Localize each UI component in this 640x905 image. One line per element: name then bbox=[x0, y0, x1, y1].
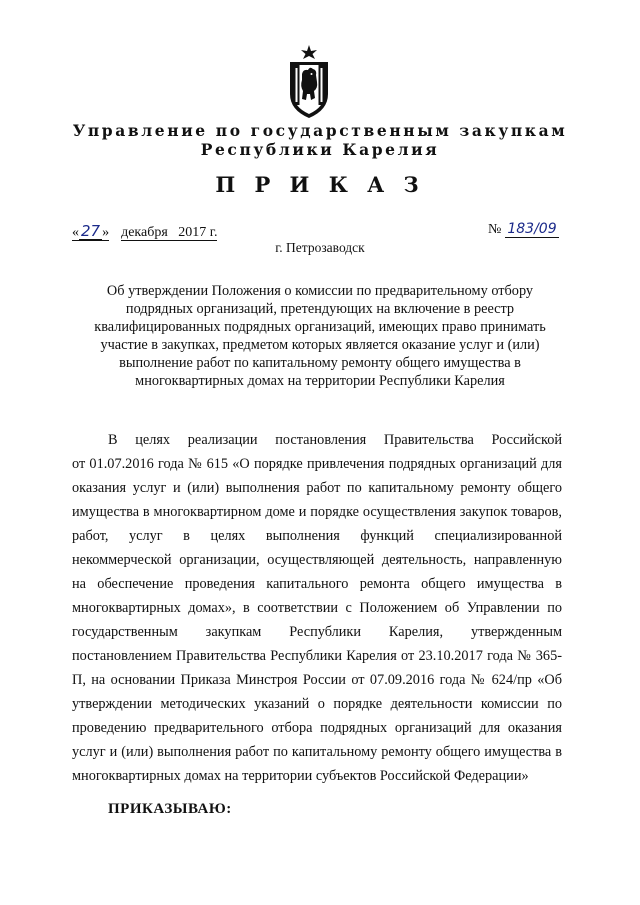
document-body bbox=[72, 428, 562, 788]
body-line: проведению предварительного отбора подрядных организаций для оказания bbox=[72, 720, 562, 736]
organization-name-line1: Управление по государственным закупкам bbox=[72, 121, 568, 140]
date-close-quote: » bbox=[102, 225, 110, 240]
body-line: имущества в многоквартирном доме и порядке осуществления закупок товаров, bbox=[72, 504, 562, 520]
subject-line: Об утверждении Положения о комиссии по предварительному отбору bbox=[106, 283, 534, 299]
number-handwritten: 183/09 bbox=[507, 221, 557, 237]
document-number bbox=[488, 221, 559, 238]
number-prefix: № bbox=[488, 222, 502, 237]
body-line: некоммерческой организации, осуществляющей деятельность, направленную bbox=[72, 552, 562, 568]
body-line: услуг и (или) выполнения работ по капитальному ремонту общего имущества в bbox=[72, 744, 562, 760]
closing-directive: ПРИКАЗЫВАЮ: bbox=[108, 801, 232, 817]
document-date bbox=[72, 224, 217, 241]
body-line: П, на основании Приказа Минстроя России от 07.09.2016 года № 624/пр «Об bbox=[72, 672, 562, 688]
body-line: на обеспечение проведения капитального ремонта общего имущества в bbox=[72, 576, 562, 592]
subject-line: участие в закупках, предметом которых является оказание услуг и (или) bbox=[100, 337, 540, 353]
karelia-coat-of-arms-icon bbox=[284, 44, 334, 120]
subject-line: подрядных организаций, претендующих на включение в реестр bbox=[125, 301, 515, 317]
body-line: В целях реализации постановления Правительства Российской bbox=[108, 432, 562, 448]
body-line: работ, услуг в целях выполнения функций специализированной bbox=[72, 528, 562, 544]
body-line: государственным закупкам Республики Карелия, утвержденным bbox=[72, 624, 562, 640]
body-line: постановлением Правительства Республики Карелия от 23.10.2017 года № 365- bbox=[72, 648, 562, 664]
date-day-handwritten: 27 bbox=[81, 222, 101, 240]
body-line: оказания услуг и (или) выполнения работ по капитальному ремонту общего bbox=[72, 480, 562, 496]
subject-line: выполнение работ по капитальному ремонту общего имущества в bbox=[119, 355, 521, 371]
body-line: от 01.07.2016 года № 615 «О порядке привлечения подрядных организаций для bbox=[72, 456, 562, 472]
organization-name-line2: Республики Карелия bbox=[200, 140, 440, 159]
body-line: многоквартирных домах», в соответствии с Положением об Управлении по bbox=[72, 600, 562, 616]
subject-line: квалифицированных подрядных организаций, имеющих право принимать bbox=[94, 319, 546, 335]
body-line: многоквартирных домах на территории субъектов Российской Федерации» bbox=[72, 768, 529, 784]
city-line: г. Петрозаводск bbox=[275, 240, 365, 255]
date-month: декабря bbox=[121, 225, 168, 240]
date-open-quote: « bbox=[72, 225, 79, 240]
subject-line: многоквартирных домах на территории Республики Карелия bbox=[135, 373, 505, 389]
body-line: утверждении методических указаний о порядке деятельности комиссии по bbox=[72, 696, 562, 712]
document-type-title: П Р И К А З bbox=[215, 172, 425, 197]
date-year: 2017 г. bbox=[178, 225, 218, 240]
document-subject bbox=[78, 282, 562, 390]
